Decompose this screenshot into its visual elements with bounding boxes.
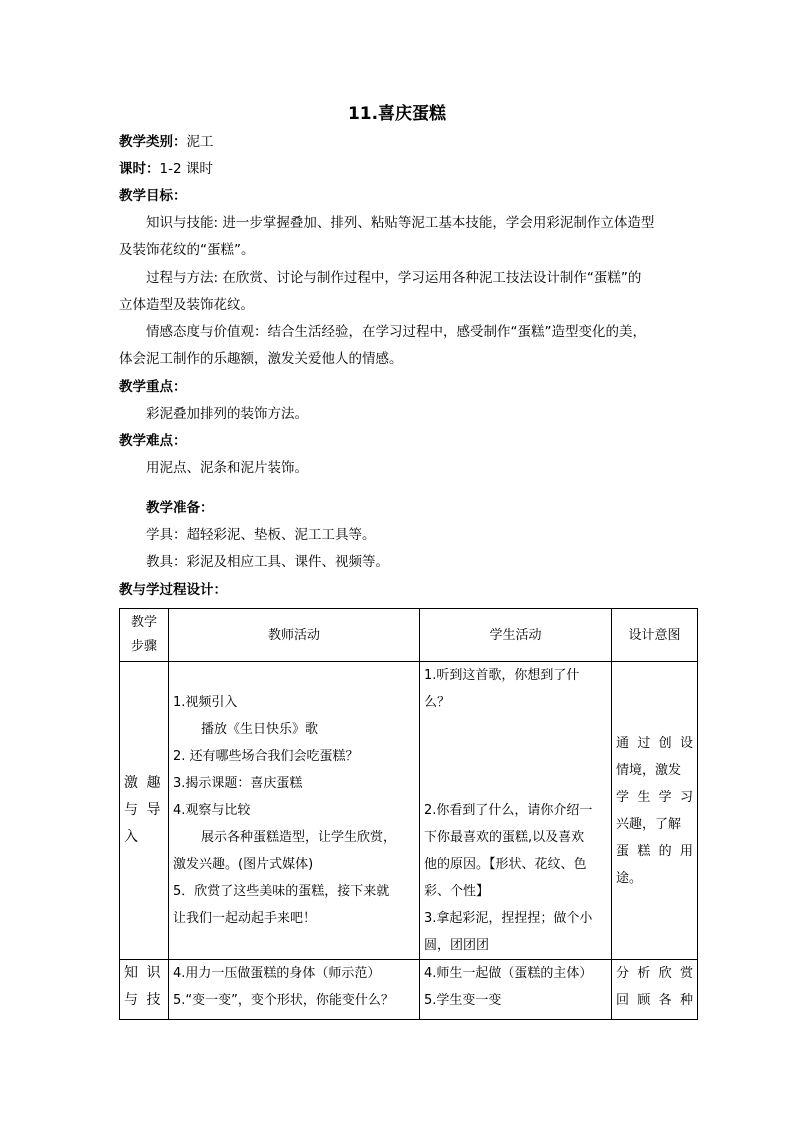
row1-intent-line: 情境，激发 [616, 762, 682, 778]
row1-intent-line: 学生学习 [616, 789, 693, 805]
row2-step-line: 知 识 [124, 965, 163, 981]
hours-label: 课时： [119, 161, 160, 177]
row1-teacher-line: 2. 还有哪些场合我们会吃蛋糕？ [173, 749, 359, 764]
row1-student-line: 1.听到这首歌，你想到了什 [424, 668, 580, 683]
objectives-heading: 教学目标： [119, 188, 187, 204]
objective-process-1: 过程与方法: 在欣赏、讨论与制作过程中，学习运用各种泥工技法设计制作“蛋糕”的 [146, 270, 642, 286]
category-value: 泥工 [186, 134, 214, 150]
row1-student-line: 彩、个性】 [424, 884, 490, 899]
row2-intent [612, 960, 698, 1020]
process-heading: 教与学过程设计： [119, 582, 227, 598]
row1-intent [612, 662, 698, 960]
row1-teacher-line: 5．欣赏了这些美味的蛋糕，接下来就 [173, 884, 390, 899]
row1-intent-line: 通过创设 [616, 735, 693, 751]
header-step [120, 609, 169, 662]
row1-step [120, 662, 169, 960]
hours-value: 1-2 课时 [159, 161, 213, 177]
preparation-heading: 教学准备： [146, 500, 214, 516]
table-row [120, 662, 698, 960]
row1-teacher [169, 662, 420, 960]
row1-teacher-line: 让我们一起动起手来吧！ [173, 911, 317, 926]
page-title: 11.喜庆蛋糕 [347, 104, 447, 124]
header-intent: 设计意图 [612, 609, 698, 662]
process-table [119, 608, 698, 1020]
row1-step-line: 入 [124, 829, 140, 845]
objective-knowledge-1: 知识与技能: 进一步掌握叠加、排列、粘贴等泥工基本技能，学会用彩泥制作立体造型 [146, 215, 655, 231]
row1-student-line: 么？ [424, 695, 451, 710]
preparation-teacher: 教具：彩泥及相应工具、课件、视频等。 [146, 554, 389, 570]
row1-student-line: 2.你看到了什么，请你介绍一 [424, 803, 593, 818]
objective-emotion-1: 情感态度与价值观：结合生活经验，在学习过程中，感受制作“蛋糕”造型变化的美， [146, 324, 646, 340]
row1-student-spacer [424, 716, 607, 797]
category-line [119, 132, 214, 152]
row1-intent-line: 蛋糕的用 [616, 843, 693, 859]
keypoint-text: 彩泥叠加排列的装饰方法。 [146, 406, 308, 422]
difficulty-text: 用泥点、泥条和泥片装饰。 [146, 460, 308, 476]
row1-teacher-line: 激发兴趣。(图片式媒体) [173, 857, 314, 872]
row1-student-line: 圆，团团团 [424, 938, 490, 953]
row1-teacher-line: 3.揭示课题：喜庆蛋糕 [173, 776, 303, 791]
row2-intent-line: 回顾各种 [616, 993, 693, 1008]
row1-student-line: 下你最喜欢的蛋糕,以及喜欢 [424, 830, 585, 845]
row1-intent-line: 途。 [616, 870, 643, 886]
row1-intent-line: 兴趣，了解 [616, 816, 682, 832]
row2-step-line: 与 技 [124, 992, 163, 1008]
row2-student-line: 4.师生一起做（蛋糕的主体） [424, 966, 593, 981]
row2-teacher-line: 5.“变一变”，变个形状，你能变什么？ [173, 993, 394, 1008]
header-student: 学生活动 [420, 609, 612, 662]
row1-teacher-line: 4.观察与比较 [173, 803, 251, 818]
row2-teacher [169, 960, 420, 1020]
row1-teacher-line: 播放《生日快乐》歌 [201, 722, 319, 737]
row1-student [420, 662, 612, 960]
row1-student-line: 他的原因。【形状、花纹、色 [424, 857, 587, 872]
row1-step-line: 与 导 [124, 802, 163, 818]
row2-student-line: 5.学生变一变 [424, 993, 502, 1008]
objective-emotion-2: 体会泥工制作的乐趣额，激发关爱他人的情感。 [119, 351, 403, 367]
table-header-row [120, 609, 698, 662]
row2-step [120, 960, 169, 1020]
category-label: 教学类别： [119, 134, 187, 150]
row2-teacher-line: 4.用力一压做蛋糕的身体（师示范） [173, 966, 381, 981]
objective-process-2: 立体造型及装饰花纹。 [119, 297, 254, 313]
table-row [120, 960, 698, 1020]
row2-student [420, 960, 612, 1020]
keypoint-heading: 教学重点： [119, 379, 187, 395]
preparation-students: 学具：超轻彩泥、垫板、泥工工具等。 [146, 527, 376, 543]
row1-student-line: 3.拿起彩泥，捏捏捏；做个小 [424, 911, 593, 926]
row1-step-line: 激 趣 [124, 775, 163, 791]
header-step-line-2: 步骤 [130, 639, 157, 654]
row1-teacher-line: 展示各种蛋糕造型，让学生欣赏， [201, 830, 397, 845]
row1-teacher-line: 1.视频引入 [173, 695, 238, 710]
row2-intent-line: 分析欣赏 [616, 966, 693, 981]
hours-line [119, 159, 213, 179]
header-teacher: 教师活动 [169, 609, 420, 662]
difficulty-heading: 教学难点： [119, 433, 187, 449]
objective-knowledge-2: 及装饰花纹的“蛋糕”。 [119, 242, 255, 258]
header-step-line-1: 教学 [130, 615, 157, 630]
